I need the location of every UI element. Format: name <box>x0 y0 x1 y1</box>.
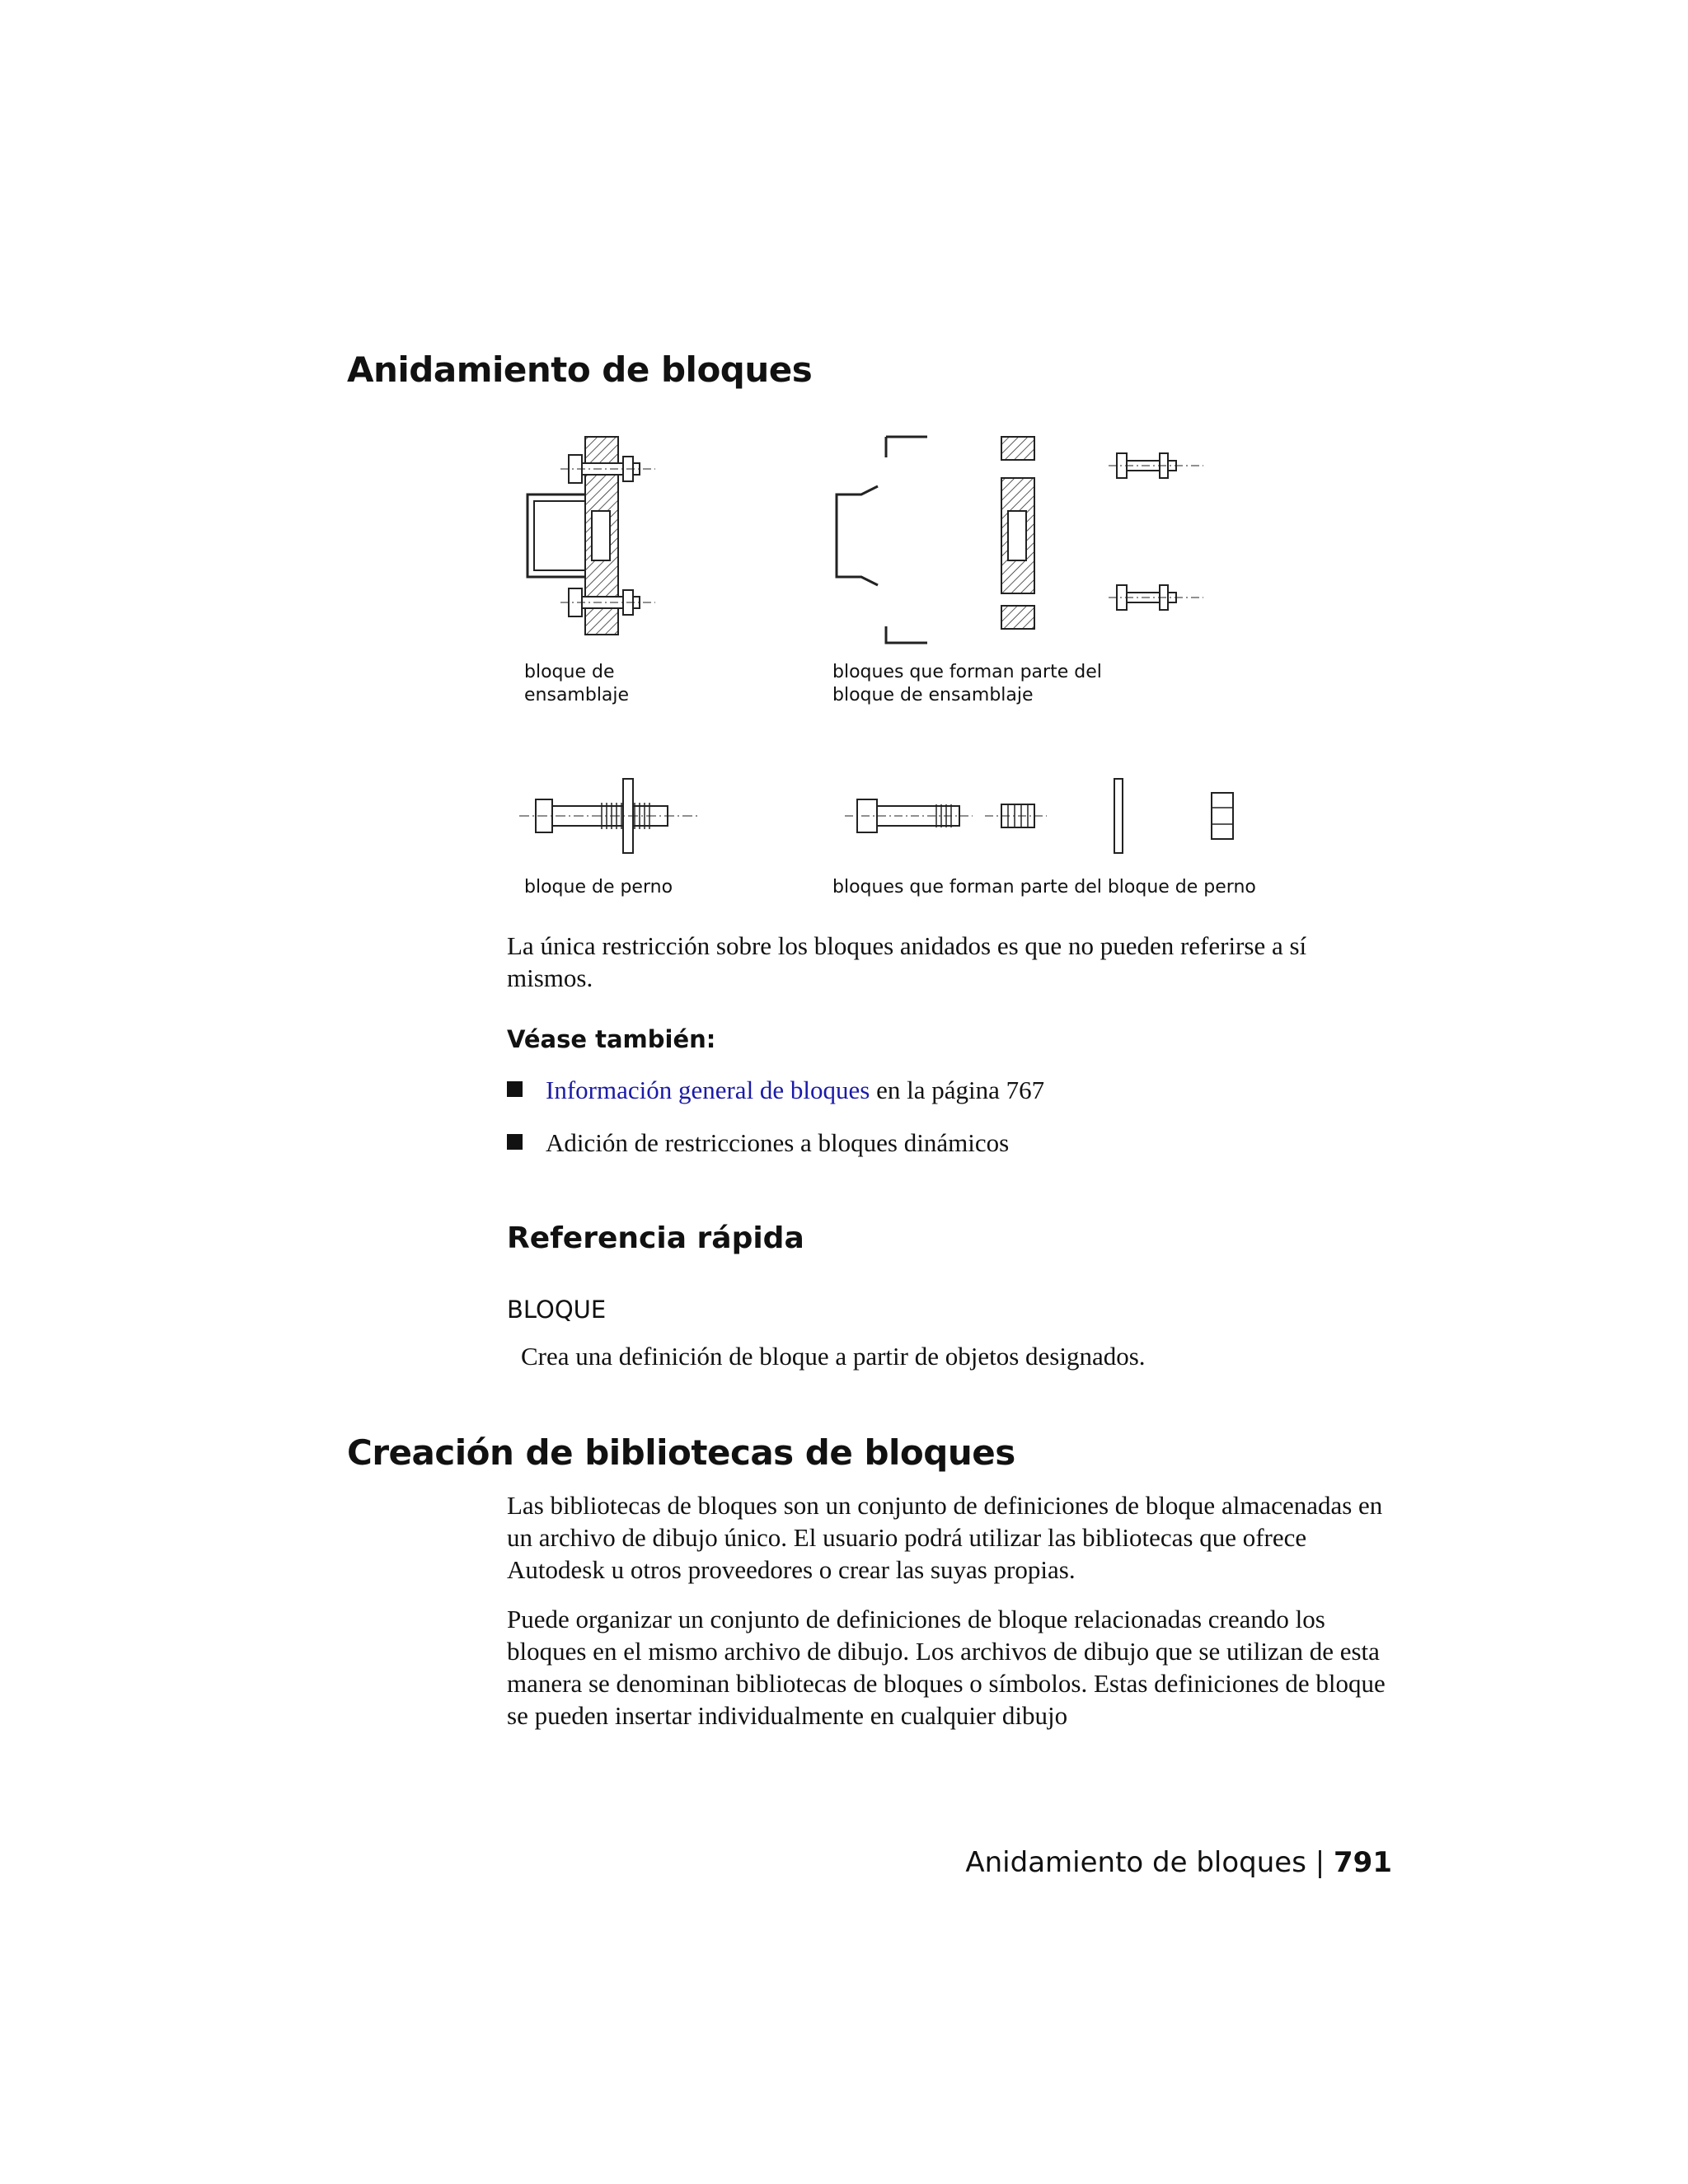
see-also-link[interactable]: Información general de bloques <box>546 1076 870 1104</box>
see-also-heading: Véase también: <box>507 1025 716 1053</box>
see-also-text: Adición de restricciones a bloques dinámicos <box>546 1128 1010 1157</box>
bolt-label: bloque de perno <box>524 877 673 898</box>
bullet-icon <box>507 1134 523 1150</box>
restriction-paragraph: La única restricción sobre los bloques anidados es que no pueden referirse a sí mismos. <box>507 931 1307 992</box>
quick-reference-heading: Referencia rápida <box>507 1221 804 1255</box>
assembly-label: bloque de ensamblaje <box>524 662 630 705</box>
library-paragraph-2: Puede organizar un conjunto de definiciones de bloque relacionadas creando los bloques en el mismo archivo de dibujo. Los archivos de dibujo que se utilizan de esta manera se denominan bibliotecas de bloques o símbolos. Estas definiciones de bloque se pueden insertar individualmente en cualquier dibujo <box>507 1605 1386 1730</box>
bolt-parts-drawing <box>841 775 1253 857</box>
see-also-page-ref: en la página 767 <box>870 1076 1045 1104</box>
see-also-item <box>507 1128 1009 1158</box>
assembly-block-drawing <box>511 420 676 651</box>
section-title: Anidamiento de bloques <box>347 349 813 390</box>
assembly-parts-label: bloques que forman parte del bloque de ensamblaje <box>832 662 1102 705</box>
page-footer <box>965 1846 1392 1879</box>
library-paragraph-1: Las bibliotecas de bloques son un conjunto de definiciones de bloque almacenadas en un archivo de dibujo único. El usuario podrá utilizar las bibliotecas que ofrece Autodesk u otros proveedores o crear las suyas propias. <box>507 1491 1383 1584</box>
footer-separator: | <box>1315 1846 1325 1879</box>
command-name: BLOQUE <box>507 1296 607 1324</box>
section-title: Creación de bibliotecas de bloques <box>347 1432 1015 1473</box>
command-description: Crea una definición de bloque a partir de objetos designados. <box>521 1342 1146 1371</box>
bolt-parts-label: bloques que forman parte del bloque de perno <box>832 877 1256 898</box>
bullet-icon <box>507 1081 523 1097</box>
see-also-item <box>507 1076 1044 1105</box>
bolt-block-drawing <box>511 775 709 857</box>
running-title: Anidamiento de bloques <box>965 1846 1306 1879</box>
page-number: 791 <box>1334 1846 1392 1879</box>
assembly-parts-drawing <box>820 420 1216 651</box>
